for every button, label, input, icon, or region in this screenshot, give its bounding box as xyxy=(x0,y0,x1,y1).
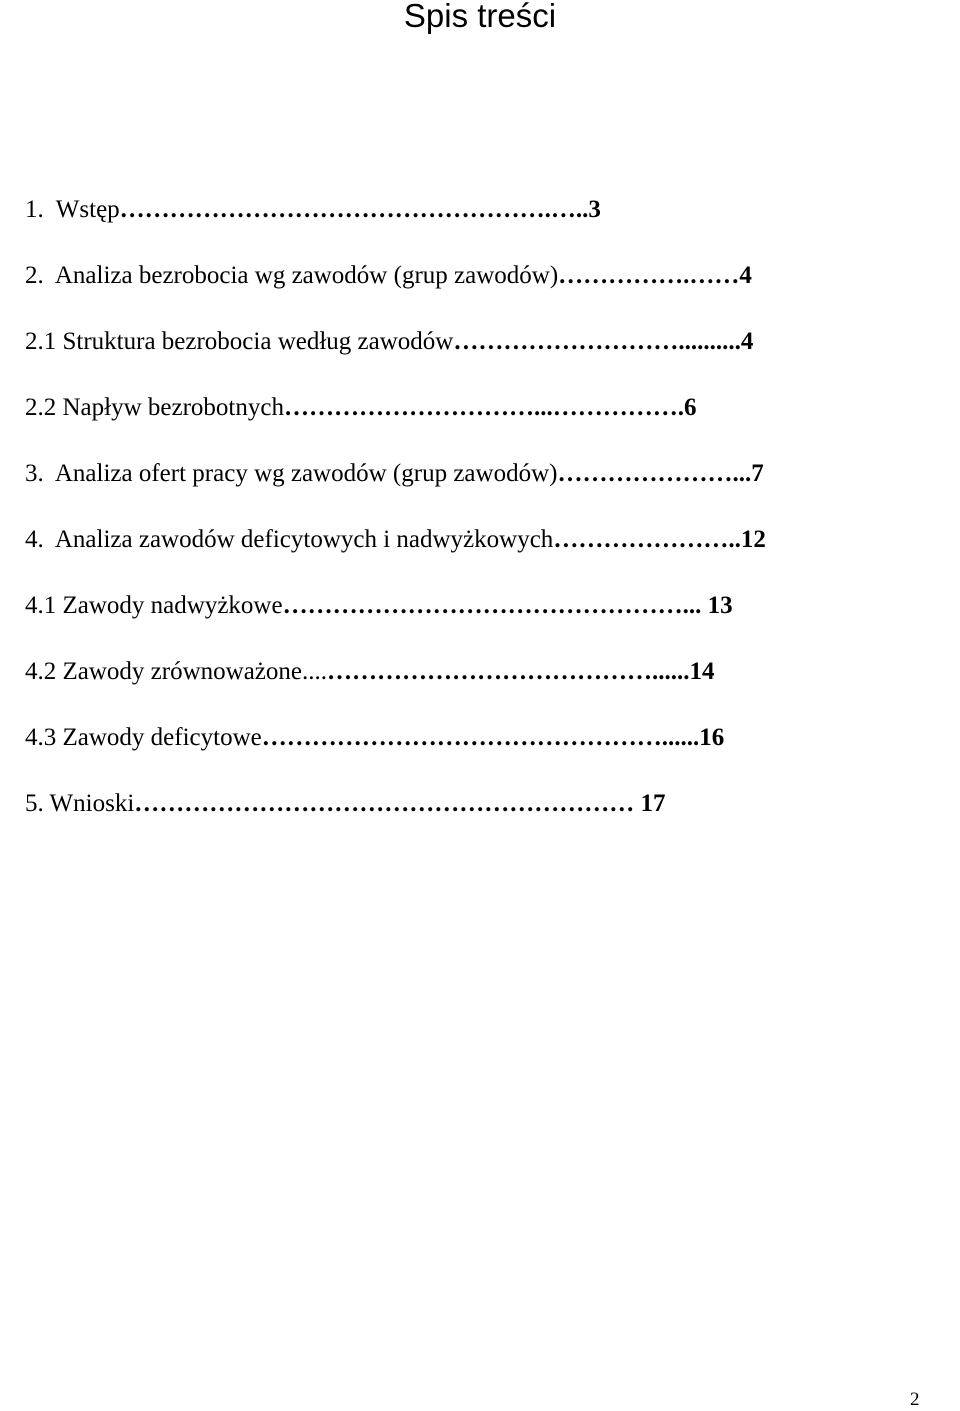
toc-entry-leader: …………………. xyxy=(557,460,739,487)
toc-entry-naplyw-bezrobotnych[interactable] xyxy=(0,360,697,421)
toc-entry-page: ..3 xyxy=(575,196,601,223)
toc-entry-leader: ………………………. xyxy=(453,328,685,355)
toc-entry-analiza-ofert[interactable] xyxy=(0,426,764,487)
toc-entry-label: 1. Wstęp xyxy=(25,196,120,223)
page-number: 2 xyxy=(910,1389,920,1410)
toc-entry-analiza-bezrobocia[interactable] xyxy=(0,228,752,289)
toc-entry-label: 4. Analiza zawodów deficytowych i nadwyżkowych xyxy=(25,526,554,553)
toc-entry-label: 3. Analiza ofert pracy wg zawodów (grup zawodów) xyxy=(25,460,558,487)
toc-entry-leader: …………………………. xyxy=(283,394,541,421)
toc-entry-label: 2. Analiza bezrobocia wg zawodów (grup zawodów) xyxy=(25,262,559,289)
toc-entry-leader: …………………………………………. xyxy=(261,724,668,751)
toc-entry-label: 4.2 Zawody zrównoważone.... xyxy=(25,658,327,685)
toc-entry-page: 4 xyxy=(739,262,752,289)
page-title: Spis treści xyxy=(403,0,557,34)
toc-entry-label: 4.3 Zawody deficytowe xyxy=(25,724,262,751)
toc-entry-leader: ………………… xyxy=(553,526,729,553)
toc-entry-page: ... 13 xyxy=(682,592,733,619)
toc-entry-zawody-nadwyzkowe[interactable] xyxy=(0,558,733,619)
toc-entry-leader: …………………………………………………… xyxy=(134,790,635,817)
toc-entry-label: 2.2 Napływ bezrobotnych xyxy=(25,394,284,421)
toc-entry-analiza-zawodow[interactable] xyxy=(0,492,766,553)
toc-entry-wnioski[interactable] xyxy=(0,756,666,817)
toc-entry-zawody-deficytowe[interactable] xyxy=(0,690,725,751)
toc-entry-page: .....16 xyxy=(667,724,725,751)
toc-entry-page: ..7 xyxy=(738,460,764,487)
toc-entry-page: ..…………….6 xyxy=(540,394,697,421)
toc-entry-page: ..12 xyxy=(728,526,766,553)
toc-entry-label: 4.1 Zawody nadwyżkowe xyxy=(25,592,283,619)
toc-entry-label: 2.1 Struktura bezrobocia według zawodów xyxy=(25,328,454,355)
toc-entry-leader: ………………………………………… xyxy=(282,592,683,619)
toc-entry-zawody-zrownowazone[interactable] xyxy=(0,624,715,685)
toc-entry-label: 5. Wnioski xyxy=(25,790,135,817)
toc-entry-page: .....14 xyxy=(658,658,715,685)
toc-entry-leader: …………………………………. xyxy=(327,658,659,685)
toc-entry-wstep[interactable] xyxy=(0,162,601,223)
toc-entry-leader: …………………………………………….… xyxy=(119,196,576,223)
toc-entry-leader: …………….…… xyxy=(558,262,740,289)
toc-entry-page: .........4 xyxy=(684,328,754,355)
toc-entry-struktura-bezrobocia[interactable] xyxy=(0,294,754,355)
toc-entry-page: 17 xyxy=(634,790,666,817)
